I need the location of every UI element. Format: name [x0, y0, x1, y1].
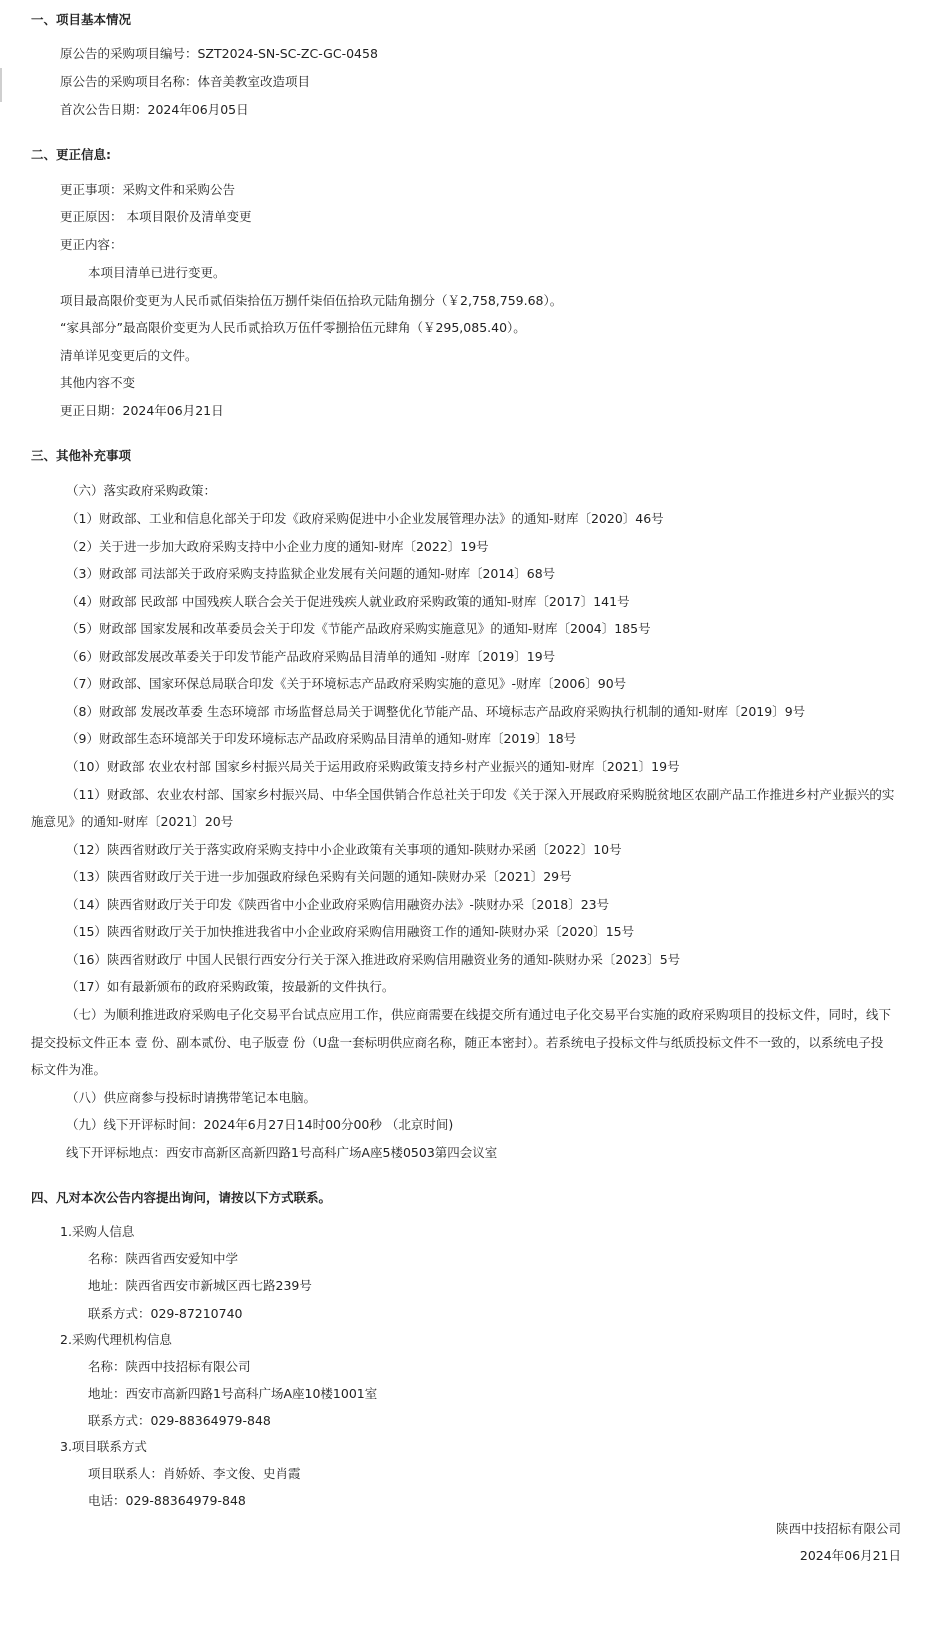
first-notice-date: 首次公告日期：2024年06月05日: [60, 102, 249, 117]
policy-title: （六）落实政府采购政策：: [66, 483, 217, 498]
policy-item: （9）财政部生态环境部关于印发环境标志产品政府采购品目清单的通知-财库〔2019〕18号: [66, 731, 577, 746]
item7-paragraph: （七）为顺利推进政府采购电子化交易平台试点应用工作，供应商需要在线提交所有通过电子化交易平台实施的政府采购项目的投标文件，同时，线下: [66, 1007, 892, 1022]
policy-item: （5）财政部 国家发展和改革委员会关于印发《节能产品政府采购实施意见》的通知-财库〔2004〕185号: [66, 621, 651, 636]
agency-title: 2.采购代理机构信息: [60, 1332, 172, 1347]
section2-heading: 二、更正信息:: [31, 147, 111, 162]
agency-name: 名称：陕西中技招标有限公司: [88, 1359, 251, 1374]
item9-location: 线下开评标地点：西安市高新区高新四路1号高科广场A座5楼0503第四会议室: [66, 1145, 498, 1160]
content-line: 本项目清单已进行变更。: [88, 265, 226, 280]
content-line: 其他内容不变: [60, 375, 136, 390]
left-edge-marker: [0, 68, 2, 102]
policy-item-continued: 施意见》的通知-财库〔2021〕20号: [31, 814, 234, 829]
content-line: 项目最高限价变更为人民币贰佰柒拾伍万捌仟柒佰伍拾玖元陆角捌分（￥2,758,759.68）。: [60, 293, 563, 308]
project-phone: 电话：029-88364979-848: [88, 1493, 246, 1508]
content-line: “家具部分”最高限价变更为人民币贰拾玖万伍仟零捌拾伍元肆角（￥295,085.40）。: [60, 320, 526, 335]
project-contacts: 项目联系人：肖娇娇、李文俊、史肖霞: [88, 1466, 301, 1481]
section4-heading: 四、凡对本次公告内容提出询问，请按以下方式联系。: [31, 1190, 332, 1205]
item9-time: （九）线下开评标时间：2024年6月27日14时00分00秒 （北京时间): [66, 1117, 454, 1132]
policy-item: （3）财政部 司法部关于政府采购支持监狱企业发展有关问题的通知-财库〔2014〕68号: [66, 566, 556, 581]
signature-date: 2024年06月21日: [799, 1548, 901, 1563]
policy-item: （8）财政部 发展改革委 生态环境部 市场监督总局关于调整优化节能产品、环境标志产品政府采购执行机制的通知-财库〔2019〕9号: [66, 704, 806, 719]
project-number: 原公告的采购项目编号：SZT2024-SN-SC-ZC-GC-0458: [60, 46, 378, 61]
policy-item: （10）财政部 农业农村部 国家乡村振兴局关于运用政府采购政策支持乡村产业振兴的通知-财库〔2021〕19号: [66, 759, 680, 774]
purchaser-contact: 联系方式：029-87210740: [88, 1306, 243, 1321]
item7-paragraph-continued: 标文件为准。: [31, 1062, 107, 1077]
section3-heading: 三、其他补充事项: [31, 448, 132, 463]
project-name: 原公告的采购项目名称：体音美教室改造项目: [60, 74, 311, 89]
correction-reason: 更正原因： 本项目限价及清单变更: [60, 209, 252, 224]
policy-item: （12）陕西省财政厅关于落实政府采购支持中小企业政策有关事项的通知-陕财办采函〔2022〕10号: [66, 842, 622, 857]
policy-item: （11）财政部、农业农村部、国家乡村振兴局、中华全国供销合作总社关于印发《关于深入开展政府采购脱贫地区农副产品工作推进乡村产业振兴的实: [66, 787, 895, 802]
purchaser-name: 名称：陕西省西安爱知中学: [88, 1251, 239, 1266]
correction-content-label: 更正内容：: [60, 237, 123, 252]
purchaser-title: 1.采购人信息: [60, 1224, 135, 1239]
policy-item: （13）陕西省财政厅关于进一步加强政府绿色采购有关问题的通知-陕财办采〔2021〕29号: [66, 869, 572, 884]
policy-item: （16）陕西省财政厅 中国人民银行西安分行关于深入推进政府采购信用融资业务的通知-陕财办采〔2023〕5号: [66, 952, 681, 967]
policy-item: （7）财政部、国家环保总局联合印发《关于环境标志产品政府采购实施的意见》-财库〔2006〕90号: [66, 676, 627, 691]
content-line: 清单详见变更后的文件。: [60, 348, 198, 363]
item8: （八）供应商参与投标时请携带笔记本电脑。: [66, 1090, 317, 1105]
correction-matter: 更正事项：采购文件和采购公告: [60, 182, 236, 197]
signature-company: 陕西中技招标有限公司: [775, 1521, 901, 1536]
policy-item: （4）财政部 民政部 中国残疾人联合会关于促进残疾人就业政府采购政策的通知-财库〔2017〕141号: [66, 594, 630, 609]
policy-item: （17）如有最新颁布的政府采购政策，按最新的文件执行。: [66, 979, 395, 994]
agency-contact: 联系方式：029-88364979-848: [88, 1413, 271, 1428]
project-contact-title: 3.项目联系方式: [60, 1439, 147, 1454]
purchaser-address: 地址：陕西省西安市新城区西七路239号: [88, 1278, 312, 1293]
policy-item: （2）关于进一步加大政府采购支持中小企业力度的通知-财库〔2022〕19号: [66, 539, 489, 554]
policy-item: （6）财政部发展改革委关于印发节能产品政府采购品目清单的通知 -财库〔2019〕19号: [66, 649, 556, 664]
item7-paragraph-continued: 提交投标文件正本 壹 份、副本贰份、电子版壹 份（U盘一套标明供应商名称，随正本密封）。若系统电子投标文件与纸质投标文件不一致的，以系统电子投: [31, 1035, 884, 1050]
agency-address: 地址：西安市高新四路1号高科广场A座10楼1001室: [88, 1386, 378, 1401]
policy-item: （1）财政部、工业和信息化部关于印发《政府采购促进中小企业发展管理办法》的通知-财库〔2020〕46号: [66, 511, 664, 526]
policy-item: （15）陕西省财政厅关于加快推进我省中小企业政府采购信用融资工作的通知-陕财办采〔2020〕15号: [66, 924, 635, 939]
policy-item: （14）陕西省财政厅关于印发《陕西省中小企业政府采购信用融资办法》-陕财办采〔2018〕23号: [66, 897, 610, 912]
section1-heading: 一、项目基本情况: [31, 12, 132, 27]
correction-date: 更正日期：2024年06月21日: [60, 403, 224, 418]
